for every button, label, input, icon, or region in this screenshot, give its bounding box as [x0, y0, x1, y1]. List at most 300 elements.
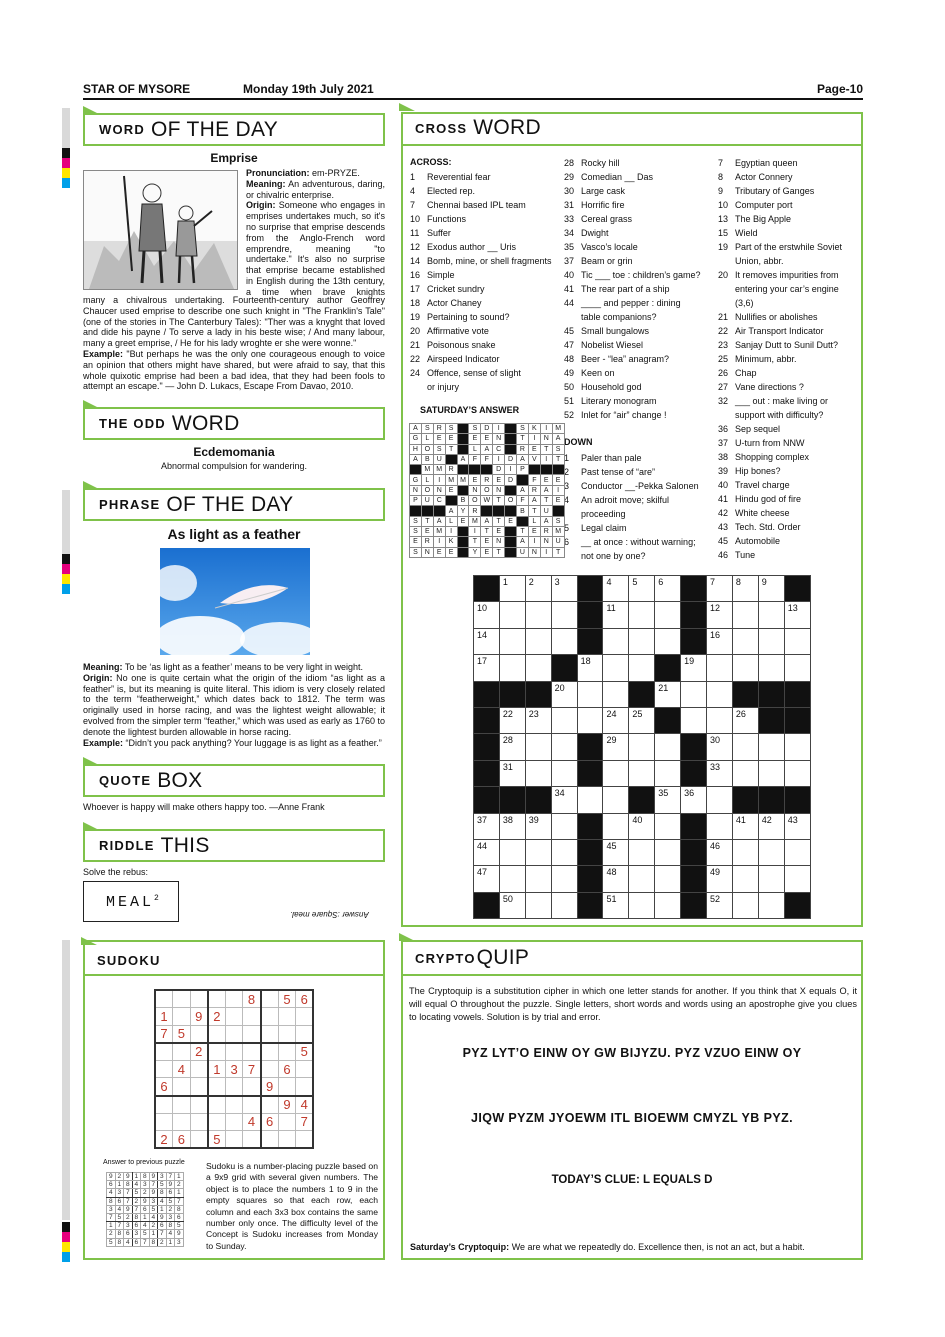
- crossword-cell[interactable]: [784, 760, 810, 786]
- crossword-cell[interactable]: 4: [603, 576, 629, 602]
- answer-cell: E: [433, 547, 445, 557]
- sudoku-cell[interactable]: [278, 1131, 296, 1149]
- previous-sudoku-cell: 1: [149, 1230, 158, 1238]
- crossword-cell[interactable]: [525, 628, 551, 654]
- answer-cell: M: [433, 465, 445, 475]
- crossword-cell[interactable]: [784, 734, 810, 760]
- answer-cell: E: [433, 434, 445, 444]
- previous-sudoku-cell: 5: [175, 1222, 184, 1230]
- crossword-cell[interactable]: 11: [603, 602, 629, 628]
- crossword-cell[interactable]: 23: [525, 707, 551, 733]
- crossword-cell[interactable]: [525, 866, 551, 892]
- crossword-cell[interactable]: [655, 892, 681, 918]
- crossword-cell[interactable]: [525, 734, 551, 760]
- crossword-cell[interactable]: 36: [681, 787, 707, 813]
- sudoku-cell[interactable]: [296, 1008, 314, 1026]
- crossword-cell[interactable]: [551, 866, 577, 892]
- crossword-cell[interactable]: [499, 655, 525, 681]
- sudoku-cell[interactable]: [208, 990, 226, 1008]
- crossword-cell[interactable]: 35: [655, 787, 681, 813]
- crossword-cell[interactable]: [655, 866, 681, 892]
- crossword-cell[interactable]: 29: [603, 734, 629, 760]
- sudoku-cell[interactable]: [208, 1113, 226, 1131]
- answer-cell: [481, 465, 493, 475]
- crossword-cell[interactable]: [525, 760, 551, 786]
- crossword-cell[interactable]: [707, 655, 733, 681]
- answer-cell: [457, 526, 469, 536]
- previous-sudoku-cell: 6: [107, 1181, 116, 1189]
- sudoku-cell[interactable]: [296, 1078, 314, 1096]
- crossword-cell[interactable]: [758, 892, 784, 918]
- crossword-cell[interactable]: [551, 760, 577, 786]
- crossword-cell[interactable]: [784, 628, 810, 654]
- sudoku-cell[interactable]: [155, 1113, 173, 1131]
- sudoku-cell[interactable]: 7: [155, 1025, 173, 1043]
- sudoku-cell[interactable]: 7: [296, 1113, 314, 1131]
- crossword-cell: [784, 681, 810, 707]
- clue: 20 It removes impurities from: [718, 270, 839, 280]
- margin-bar: [62, 564, 70, 574]
- crossword-cell[interactable]: 42: [758, 813, 784, 839]
- sudoku-cell[interactable]: 5: [208, 1131, 226, 1149]
- previous-sudoku-cell: 2: [175, 1181, 184, 1189]
- answer-cell: T: [493, 547, 505, 557]
- sudoku-cell[interactable]: 9: [278, 1096, 296, 1114]
- crossword-cell: [681, 760, 707, 786]
- sudoku-cell[interactable]: 5: [173, 1025, 191, 1043]
- crossword-cell[interactable]: [784, 655, 810, 681]
- crossword-cell[interactable]: [758, 866, 784, 892]
- crossword-cell[interactable]: [758, 734, 784, 760]
- previous-sudoku-cell: 6: [124, 1230, 133, 1238]
- across-title: ACROSS:: [410, 157, 452, 167]
- sudoku-cell[interactable]: [243, 1043, 261, 1061]
- crossword-cell[interactable]: 30: [707, 734, 733, 760]
- crossword-cell[interactable]: [499, 839, 525, 865]
- answer-cell: M: [469, 516, 481, 526]
- header-small: QUOTE: [99, 773, 152, 788]
- previous-sudoku-cell: 7: [124, 1189, 133, 1197]
- issue-date: Monday 19th July 2021: [243, 82, 374, 96]
- crossword-cell[interactable]: 25: [629, 707, 655, 733]
- sudoku-cell[interactable]: 3: [225, 1060, 243, 1078]
- sudoku-cell[interactable]: [225, 1096, 243, 1114]
- crossword-cell[interactable]: [655, 813, 681, 839]
- sudoku-cell[interactable]: [278, 1025, 296, 1043]
- crossword-cell[interactable]: [603, 787, 629, 813]
- sudoku-cell[interactable]: [155, 1043, 173, 1061]
- previous-sudoku-cell: 4: [115, 1205, 124, 1213]
- sudoku-cell[interactable]: [243, 1096, 261, 1114]
- sudoku-cell[interactable]: [278, 1043, 296, 1061]
- crossword-cell[interactable]: [551, 734, 577, 760]
- crossword-cell[interactable]: 50: [499, 892, 525, 918]
- sudoku-cell[interactable]: 6: [296, 990, 314, 1008]
- clue: 40 Tic ___ toe : children’s game?: [564, 270, 701, 280]
- previous-sudoku-cell: 4: [124, 1238, 133, 1246]
- crossword-cell[interactable]: 37: [474, 813, 500, 839]
- previous-sudoku-cell: 9: [158, 1213, 167, 1221]
- crossword-cell[interactable]: [525, 839, 551, 865]
- crossword-cell[interactable]: [732, 602, 758, 628]
- crossword-cell[interactable]: 31: [499, 760, 525, 786]
- crossword-cell[interactable]: [499, 866, 525, 892]
- answer-cell: N: [493, 434, 505, 444]
- crossword-cell[interactable]: [629, 892, 655, 918]
- sudoku-cell[interactable]: [243, 1008, 261, 1026]
- crossword-cell[interactable]: 2: [525, 576, 551, 602]
- clue: 26 Chap: [718, 368, 757, 378]
- sudoku-cell[interactable]: [225, 1113, 243, 1131]
- crossword-cell[interactable]: [655, 839, 681, 865]
- crossword-cell[interactable]: 24: [603, 707, 629, 733]
- crossword-cell[interactable]: [629, 655, 655, 681]
- clue: 16 Simple: [410, 270, 455, 280]
- crossword-cell[interactable]: [499, 628, 525, 654]
- answer-cell: C: [433, 496, 445, 506]
- sudoku-cell[interactable]: 5: [278, 990, 296, 1008]
- crossword-cell[interactable]: [577, 681, 603, 707]
- crossword-cell[interactable]: 13: [784, 602, 810, 628]
- sudoku-cell[interactable]: [173, 1078, 191, 1096]
- sudoku-cell[interactable]: [225, 1131, 243, 1149]
- previous-sudoku-cell: 4: [166, 1230, 175, 1238]
- answer-cell: E: [445, 434, 457, 444]
- crossword-cell[interactable]: 22: [499, 707, 525, 733]
- crossword-cell[interactable]: [655, 760, 681, 786]
- answer-cell: E: [481, 537, 493, 547]
- crossword-cell[interactable]: [603, 813, 629, 839]
- crossword-cell[interactable]: [629, 628, 655, 654]
- crossword-cell[interactable]: [525, 655, 551, 681]
- sudoku-cell[interactable]: 4: [173, 1060, 191, 1078]
- sudoku-cell[interactable]: [155, 1096, 173, 1114]
- sudoku-cell[interactable]: [225, 1043, 243, 1061]
- answer-cell: N: [433, 485, 445, 495]
- sudoku-cell[interactable]: [190, 1131, 208, 1149]
- crossword-cell[interactable]: [732, 892, 758, 918]
- crossword-cell[interactable]: [629, 760, 655, 786]
- sudoku-cell[interactable]: 9: [190, 1008, 208, 1026]
- clue: 25 Minimum, abbr.: [718, 354, 797, 364]
- crossword-cell[interactable]: [732, 839, 758, 865]
- crossword-cell[interactable]: [551, 628, 577, 654]
- sudoku-cell[interactable]: [173, 1043, 191, 1061]
- knight-illustration: [83, 170, 238, 290]
- crossword-cell[interactable]: [707, 787, 733, 813]
- crossword-cell[interactable]: [732, 866, 758, 892]
- sudoku-cell[interactable]: [208, 1096, 226, 1114]
- answer-cell: I: [528, 537, 540, 547]
- crossword-cell[interactable]: 43: [784, 813, 810, 839]
- sudoku-cell[interactable]: [173, 990, 191, 1008]
- crossword-cell[interactable]: [577, 787, 603, 813]
- sudoku-cell[interactable]: [173, 1113, 191, 1131]
- previous-sudoku-cell: 4: [132, 1181, 141, 1189]
- crossword-cell[interactable]: 16: [707, 628, 733, 654]
- crossword-cell[interactable]: 28: [499, 734, 525, 760]
- crossword-cell[interactable]: [784, 839, 810, 865]
- answer-cell: S: [421, 424, 433, 434]
- answer-cell: I: [493, 424, 505, 434]
- crossword-cell[interactable]: [732, 628, 758, 654]
- crossword-cell[interactable]: [758, 760, 784, 786]
- crossword-cell[interactable]: [784, 866, 810, 892]
- crossword-cell[interactable]: [707, 707, 733, 733]
- previous-sudoku-cell: 9: [107, 1173, 116, 1181]
- sudoku-cell[interactable]: [173, 1096, 191, 1114]
- crossword-cell[interactable]: 19: [681, 655, 707, 681]
- cryptoquip-line-2: JIQW PYZM JYOEWM ITL BIOEWM CMYZL YB PYZ.: [471, 1111, 793, 1125]
- clue: 4 Elected rep.: [410, 186, 476, 196]
- answer-cell: S: [410, 516, 422, 526]
- sudoku-cell[interactable]: [261, 1008, 279, 1026]
- crossword-cell[interactable]: 49: [707, 866, 733, 892]
- crossword-cell[interactable]: [603, 760, 629, 786]
- sudoku-cell[interactable]: 6: [261, 1113, 279, 1131]
- answer-cell: V: [528, 454, 540, 464]
- crossword-cell[interactable]: 5: [629, 576, 655, 602]
- crossword-cell[interactable]: 48: [603, 866, 629, 892]
- crossword-cell[interactable]: [758, 628, 784, 654]
- sudoku-cell[interactable]: [225, 1008, 243, 1026]
- answer-cell: I: [493, 454, 505, 464]
- crossword-cell[interactable]: [629, 602, 655, 628]
- clue: 35 Vasco’s locale: [564, 242, 638, 252]
- sudoku-cell[interactable]: [261, 1025, 279, 1043]
- clue: 52 Inlet for “air” change !: [564, 410, 667, 420]
- sudoku-cell[interactable]: [225, 1025, 243, 1043]
- crossword-cell[interactable]: 21: [655, 681, 681, 707]
- answer-cell: [505, 526, 517, 536]
- crossword-cell[interactable]: [732, 734, 758, 760]
- clue: 44 ____ and pepper : dining: [564, 298, 681, 308]
- sudoku-cell[interactable]: [278, 1113, 296, 1131]
- crossword-cell[interactable]: [655, 602, 681, 628]
- crossword-cell[interactable]: 44: [474, 839, 500, 865]
- previous-sudoku-cell: 9: [149, 1173, 158, 1181]
- crossword-cell[interactable]: 38: [499, 813, 525, 839]
- answer-cell: [445, 496, 457, 506]
- sudoku-cell[interactable]: [208, 1043, 226, 1061]
- crossword-cell[interactable]: [732, 760, 758, 786]
- sudoku-cell[interactable]: 8: [243, 990, 261, 1008]
- crossword-cell[interactable]: 40: [629, 813, 655, 839]
- answer-cell: M: [457, 475, 469, 485]
- crossword-cell[interactable]: 41: [732, 813, 758, 839]
- sudoku-cell[interactable]: [155, 990, 173, 1008]
- sudoku-cell[interactable]: [261, 990, 279, 1008]
- crossword-cell[interactable]: [758, 839, 784, 865]
- down-clues: [564, 451, 714, 563]
- answer-cell: N: [493, 537, 505, 547]
- crossword-cell[interactable]: [551, 602, 577, 628]
- clue: proceeding: [581, 509, 626, 519]
- crossword-cell[interactable]: 46: [707, 839, 733, 865]
- sudoku-cell[interactable]: [261, 1131, 279, 1149]
- clue: 29 Comedian __ Das: [564, 172, 654, 182]
- crossword-cell[interactable]: [551, 813, 577, 839]
- sudoku-cell[interactable]: 6: [155, 1078, 173, 1096]
- crossword-cell[interactable]: 20: [551, 681, 577, 707]
- sudoku-cell[interactable]: 5: [296, 1043, 314, 1061]
- answer-cell: L: [528, 516, 540, 526]
- clue: 30 Large cask: [564, 186, 626, 196]
- previous-sudoku-cell: 9: [175, 1230, 184, 1238]
- sudoku-cell[interactable]: [190, 990, 208, 1008]
- crossword-cell[interactable]: [707, 813, 733, 839]
- crossword-cell[interactable]: [732, 655, 758, 681]
- sudoku-cell[interactable]: [296, 1131, 314, 1149]
- answer-cell: A: [517, 485, 529, 495]
- sudoku-cell[interactable]: [190, 1078, 208, 1096]
- crossword-cell[interactable]: [681, 681, 707, 707]
- clue: 21 Nullifies or abolishes: [718, 312, 818, 322]
- crossword-cell[interactable]: 9: [758, 576, 784, 602]
- crossword-cell[interactable]: 3: [551, 576, 577, 602]
- sudoku-cell[interactable]: [261, 1060, 279, 1078]
- crossword-cell[interactable]: [655, 628, 681, 654]
- sudoku-cell[interactable]: [243, 1131, 261, 1149]
- crossword-cell[interactable]: [603, 628, 629, 654]
- crossword-cell[interactable]: 18: [577, 655, 603, 681]
- previous-sudoku-cell: 1: [158, 1205, 167, 1213]
- sudoku-cell[interactable]: 2: [190, 1043, 208, 1061]
- sudoku-cell[interactable]: 7: [243, 1060, 261, 1078]
- sudoku-cell[interactable]: 2: [208, 1008, 226, 1026]
- crossword-cell[interactable]: 1: [499, 576, 525, 602]
- sudoku-cell[interactable]: 4: [243, 1113, 261, 1131]
- answer-cell: A: [410, 454, 422, 464]
- answer-cell: R: [433, 424, 445, 434]
- crossword-cell[interactable]: [629, 839, 655, 865]
- crossword-cell[interactable]: 45: [603, 839, 629, 865]
- crossword-cell: [474, 760, 500, 786]
- crossword-cell[interactable]: [758, 602, 784, 628]
- answer-cell: A: [481, 516, 493, 526]
- rebus-text: MEAL: [106, 894, 155, 911]
- answer-cell: L: [445, 516, 457, 526]
- saturday-crossword-answer: [409, 423, 565, 558]
- crossword-cell[interactable]: [551, 839, 577, 865]
- clue: 14 Bomb, mine, or shell fragments: [410, 256, 552, 266]
- sudoku-cell[interactable]: [190, 1113, 208, 1131]
- clue: 20 Affirmative vote: [410, 326, 489, 336]
- crossword-cell[interactable]: 6: [655, 576, 681, 602]
- sudoku-cell[interactable]: [225, 1078, 243, 1096]
- crossword-cell[interactable]: [758, 655, 784, 681]
- crossword-cell: [758, 707, 784, 733]
- answer-cell: [457, 537, 469, 547]
- previous-sudoku-cell: 8: [132, 1213, 141, 1221]
- sudoku-cell[interactable]: [190, 1096, 208, 1114]
- answer-cell: D: [481, 424, 493, 434]
- sudoku-cell[interactable]: [261, 1096, 279, 1114]
- crossword-cell[interactable]: 14: [474, 628, 500, 654]
- crossword-cell[interactable]: [603, 655, 629, 681]
- sudoku-cell[interactable]: [208, 1025, 226, 1043]
- answer-cell: R: [528, 485, 540, 495]
- sudoku-cell[interactable]: 2: [155, 1131, 173, 1149]
- crossword-cell[interactable]: 33: [707, 760, 733, 786]
- answer-cell: T: [421, 516, 433, 526]
- sudoku-cell[interactable]: 6: [278, 1060, 296, 1078]
- sudoku-cell[interactable]: 9: [261, 1078, 279, 1096]
- crossword-cell: [474, 576, 500, 602]
- sudoku-cell[interactable]: [190, 1060, 208, 1078]
- crossword-cell[interactable]: 39: [525, 813, 551, 839]
- sudoku-cell[interactable]: [243, 1025, 261, 1043]
- sudoku-cell[interactable]: 1: [155, 1008, 173, 1026]
- answer-cell: E: [457, 516, 469, 526]
- sudoku-cell[interactable]: 6: [173, 1131, 191, 1149]
- sudoku-cell[interactable]: [225, 990, 243, 1008]
- previous-sudoku-cell: 3: [141, 1181, 150, 1189]
- crossword-cell[interactable]: 26: [732, 707, 758, 733]
- crossword-cell[interactable]: 47: [474, 866, 500, 892]
- answer-cell: O: [469, 496, 481, 506]
- sudoku-cell[interactable]: [261, 1043, 279, 1061]
- previous-sudoku-cell: 3: [115, 1189, 124, 1197]
- sudoku-cell[interactable]: [296, 1025, 314, 1043]
- crossword-cell[interactable]: [681, 707, 707, 733]
- crossword-cell[interactable]: [499, 602, 525, 628]
- previous-sudoku-cell: 7: [149, 1181, 158, 1189]
- crossword-cell[interactable]: [577, 707, 603, 733]
- previous-sudoku-cell: 1: [141, 1213, 150, 1221]
- crossword-cell[interactable]: 12: [707, 602, 733, 628]
- sudoku-cell[interactable]: [296, 1060, 314, 1078]
- sudoku-cell[interactable]: [155, 1060, 173, 1078]
- previous-sudoku-cell: 3: [149, 1197, 158, 1205]
- crossword-cell[interactable]: 10: [474, 602, 500, 628]
- crossword-cell[interactable]: 51: [603, 892, 629, 918]
- sudoku-cell[interactable]: [278, 1008, 296, 1026]
- clue: 49 Keen on: [564, 368, 615, 378]
- crossword-cell[interactable]: [629, 734, 655, 760]
- sudoku-cell[interactable]: [278, 1078, 296, 1096]
- sudoku-cell[interactable]: 4: [296, 1096, 314, 1114]
- crossword-cell[interactable]: [525, 892, 551, 918]
- crossword-cell[interactable]: 8: [732, 576, 758, 602]
- sudoku-cell[interactable]: [243, 1078, 261, 1096]
- answer-cell: E: [552, 475, 564, 485]
- crossword-cell[interactable]: 52: [707, 892, 733, 918]
- crossword-cell[interactable]: [551, 707, 577, 733]
- sudoku-grid: [154, 989, 314, 1149]
- crossword-cell[interactable]: [525, 602, 551, 628]
- sudoku-cell[interactable]: [173, 1008, 191, 1026]
- crossword-cell[interactable]: [551, 892, 577, 918]
- crossword-cell[interactable]: [629, 866, 655, 892]
- crossword-cell[interactable]: [707, 681, 733, 707]
- answer-cell: A: [517, 454, 529, 464]
- answer-cell: T: [517, 434, 529, 444]
- sudoku-cell[interactable]: [208, 1078, 226, 1096]
- crossword-cell[interactable]: 7: [707, 576, 733, 602]
- answer-cell: T: [540, 496, 552, 506]
- sudoku-cell[interactable]: 1: [208, 1060, 226, 1078]
- crossword-cell[interactable]: 34: [551, 787, 577, 813]
- crossword-cell[interactable]: 17: [474, 655, 500, 681]
- answer-cell: T: [493, 496, 505, 506]
- header-big: OF THE DAY: [150, 117, 279, 141]
- crossword-cell[interactable]: [655, 734, 681, 760]
- answer-cell: [457, 424, 469, 434]
- sudoku-cell[interactable]: [190, 1025, 208, 1043]
- answer-cell: D: [493, 465, 505, 475]
- crossword-cell[interactable]: [603, 681, 629, 707]
